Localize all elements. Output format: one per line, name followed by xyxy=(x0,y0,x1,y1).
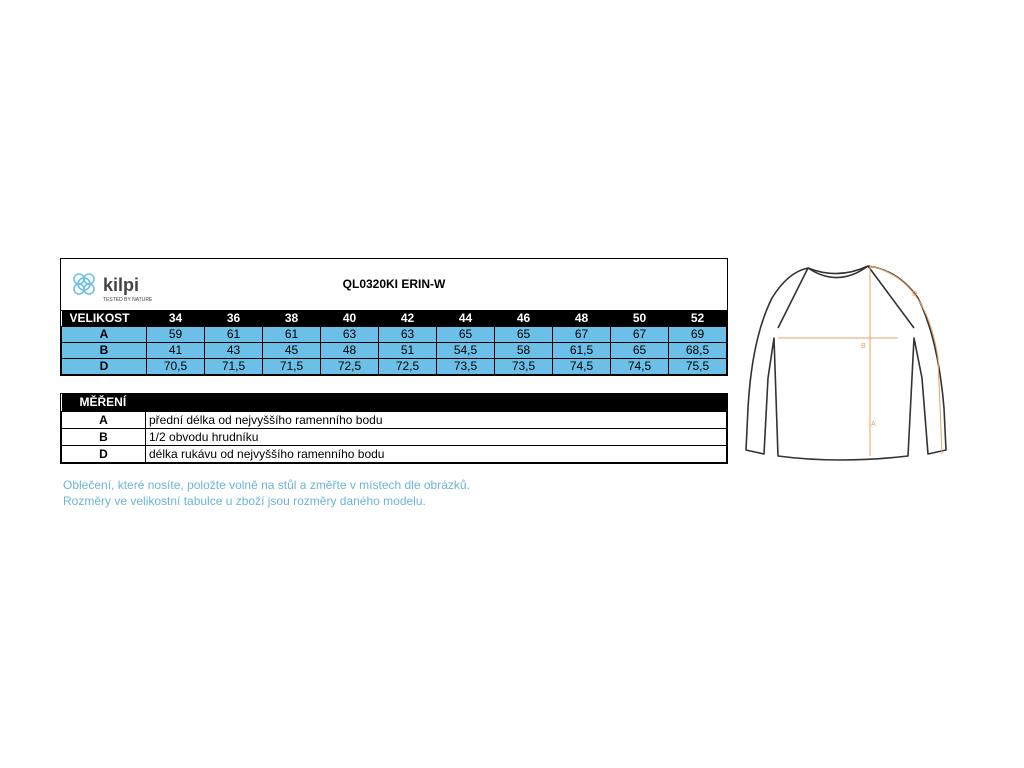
size-value-cell: 45 xyxy=(263,343,321,359)
size-header-cell: 40 xyxy=(321,311,379,327)
size-value-cell: 73,5 xyxy=(495,359,553,375)
legend-key: A xyxy=(62,412,146,429)
note-line-2: Rozměry ve velikostní tabulce u zboží jsou rozměry daného modelu. xyxy=(63,494,426,508)
legend-header-label: MĚŘENÍ xyxy=(62,394,146,412)
size-value-cell: 70,5 xyxy=(147,359,205,375)
size-value-cell: 68,5 xyxy=(669,343,727,359)
size-header-cell: 44 xyxy=(437,311,495,327)
size-header-cell: 48 xyxy=(553,311,611,327)
size-value-cell: 43 xyxy=(205,343,263,359)
size-row-b xyxy=(62,343,727,359)
legend-header-row xyxy=(62,394,727,412)
legend-key: B xyxy=(62,429,146,446)
size-value-cell: 63 xyxy=(379,327,437,343)
size-chart-header xyxy=(61,259,727,311)
size-value-cell: 65 xyxy=(437,327,495,343)
legend-row xyxy=(62,446,727,463)
garment-diagram xyxy=(738,258,954,468)
product-code: QL0320KI ERIN-W xyxy=(342,277,446,291)
size-value-cell: 74,5 xyxy=(553,359,611,375)
size-header-cell: 46 xyxy=(495,311,553,327)
legend-description: délka rukávu od nejvyššího ramenního bodu xyxy=(146,446,727,463)
row-label: B xyxy=(62,343,147,359)
legend-description: 1/2 obvodu hrudníku xyxy=(146,429,727,446)
size-grid xyxy=(61,311,727,375)
size-value-cell: 59 xyxy=(147,327,205,343)
raglan-right xyxy=(868,266,914,328)
label-a: A xyxy=(871,421,876,428)
size-value-cell: 72,5 xyxy=(321,359,379,375)
size-value-cell: 74,5 xyxy=(611,359,669,375)
size-value-cell: 41 xyxy=(147,343,205,359)
size-value-cell: 71,5 xyxy=(263,359,321,375)
raglan-left xyxy=(778,268,808,328)
size-header-cell: 50 xyxy=(611,311,669,327)
size-header-cell: 42 xyxy=(379,311,437,327)
size-value-cell: 69 xyxy=(669,327,727,343)
svg-text:kilpi: kilpi xyxy=(103,275,140,295)
svg-text:TESTED BY NATURE: TESTED BY NATURE xyxy=(103,297,153,303)
legend-description: přední délka od nejvyššího ramenního bodu xyxy=(146,412,727,429)
size-value-cell: 61 xyxy=(263,327,321,343)
size-header-label: VELIKOST xyxy=(62,311,147,327)
size-value-cell: 67 xyxy=(553,327,611,343)
size-value-cell: 75,5 xyxy=(669,359,727,375)
size-value-cell: 67 xyxy=(611,327,669,343)
size-value-cell: 61 xyxy=(205,327,263,343)
size-chart-table xyxy=(60,258,728,376)
size-header-cell: 36 xyxy=(205,311,263,327)
label-b: B xyxy=(861,343,866,350)
legend-row xyxy=(62,412,727,429)
size-value-cell: 72,5 xyxy=(379,359,437,375)
size-header-cell: 38 xyxy=(263,311,321,327)
legend-row xyxy=(62,429,727,446)
measure-line-d xyxy=(870,266,942,454)
note-line-1: Oblečení, které nosíte, položte volně na stůl a změřte v místech dle obrázků. xyxy=(63,478,470,492)
size-row-a xyxy=(62,327,727,343)
size-value-cell: 73,5 xyxy=(437,359,495,375)
size-row-d xyxy=(62,359,727,375)
legend-grid xyxy=(61,394,727,463)
size-header-cell: 52 xyxy=(669,311,727,327)
size-value-cell: 61,5 xyxy=(553,343,611,359)
size-value-cell: 51 xyxy=(379,343,437,359)
size-value-cell: 63 xyxy=(321,327,379,343)
row-label: A xyxy=(62,327,147,343)
row-label: D xyxy=(62,359,147,375)
size-value-cell: 65 xyxy=(495,327,553,343)
size-value-cell: 71,5 xyxy=(205,359,263,375)
size-value-cell: 48 xyxy=(321,343,379,359)
size-value-cell: 65 xyxy=(611,343,669,359)
size-header-row xyxy=(62,311,727,327)
legend-key: D xyxy=(62,446,146,463)
measurement-legend xyxy=(60,393,728,464)
label-d: D xyxy=(912,291,918,298)
size-value-cell: 58 xyxy=(495,343,553,359)
size-value-cell: 54,5 xyxy=(437,343,495,359)
size-header-cell: 34 xyxy=(147,311,205,327)
